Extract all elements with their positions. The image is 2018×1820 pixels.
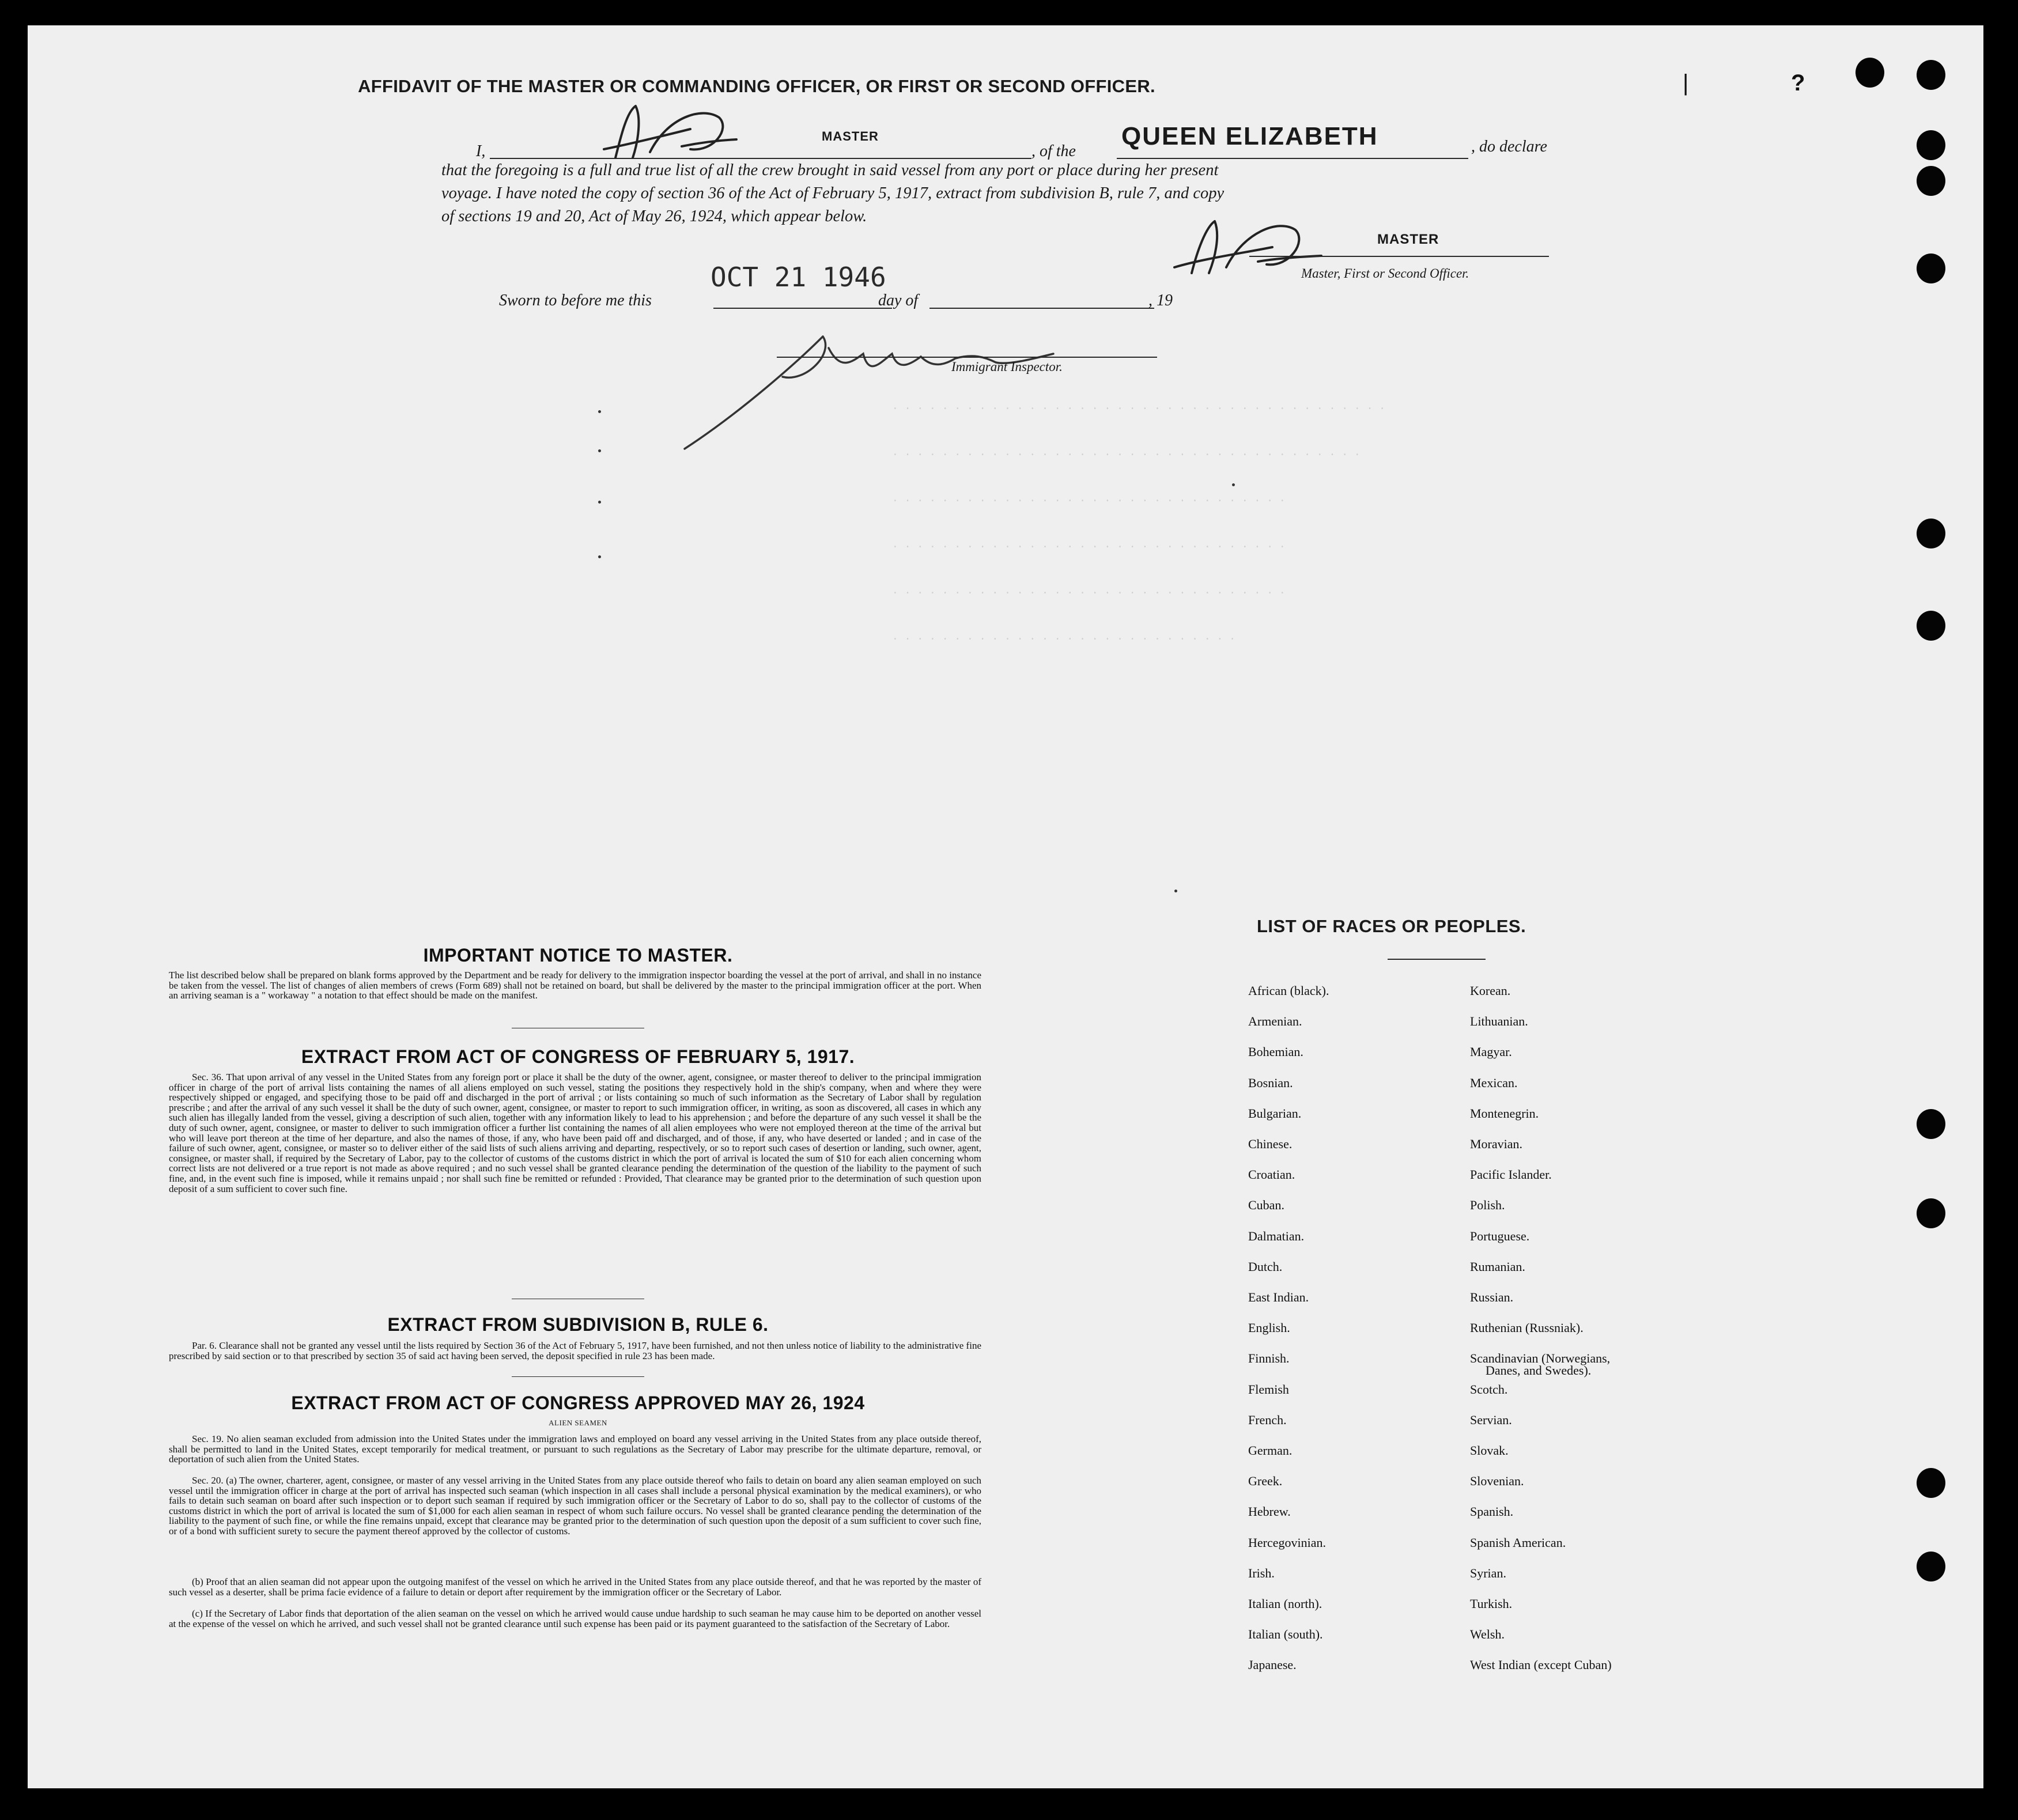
race-item: Spanish. xyxy=(1470,1504,1514,1519)
race-item: Slovak. xyxy=(1470,1443,1509,1458)
race-item: English. xyxy=(1248,1320,1290,1335)
signer-stamp: MASTER xyxy=(1377,232,1439,247)
bleed-through-text: · · · · · · · · · · · · · · · · · · · · · · · · · · · · xyxy=(892,633,1236,645)
section-divider xyxy=(512,1376,644,1377)
race-item: Croatian. xyxy=(1248,1167,1295,1182)
alien-seamen-subheading: ALIEN SEAMEN xyxy=(549,1418,607,1427)
race-item: German. xyxy=(1248,1443,1293,1458)
race-item: Polish. xyxy=(1470,1198,1505,1213)
race-item: Cuban. xyxy=(1248,1198,1284,1213)
act-1917-heading: EXTRACT FROM ACT OF CONGRESS OF FEBRUARY 5, 1917. xyxy=(301,1046,855,1067)
race-item: Hercegovinian. xyxy=(1248,1535,1326,1550)
rule-6-text: Par. 6. Clearance shall not be granted any vessel until the lists required by Section 36 of the Act of February 5, 1917, have been furnished, and not then unless notice of liability to the administrative fine prescribed by said section or to that prescribed by section 35 of said act having been served, the deposit specified in rule 23 has been made. xyxy=(169,1340,981,1361)
races-underline xyxy=(1388,959,1486,960)
race-item: Bohemian. xyxy=(1248,1045,1303,1060)
speck xyxy=(598,501,601,504)
affidavit-line-2: that the foregoing is a full and true list of all the crew brought in said vessel from any port or place during her present xyxy=(441,161,1219,179)
i-label: I, xyxy=(476,142,486,160)
act-1924-sec-20a: Sec. 20. (a) The owner, charterer, agent, consignee, or master of any vessel arriving in the United States from any place outside thereof who fails to detain on board any alien seaman employed on such vessel until the immigration officer in charge at the port of arrival has inspected such seaman (which inspection in all cases shall include a personal physical examination by the medical examiners), or who fails to detain such seaman on board after such inspection or to deport such seaman if required by such immigration officer or the Secretary of Labor to do so, shall pay to the collector of customs of the customs district in which the port of arrival is located the sum of $1,000 for each alien seaman in respect of whom such failure occurs. No vessel shall be granted clearance pending the determination of the liability to the payment of such fine, or while the fine remains unpaid, except that clearance may be granted prior to the determination of such question upon the deposit of a sum sufficient to cover such fine, or of a bond with sufficient surety to secure the payment thereof approved by the collector of customs. xyxy=(169,1475,981,1537)
notice-text: The list described below shall be prepared on blank forms approved by the Department and be ready for delivery to the immigration inspector boarding the vessel at the port of arrival, and shall in no instance be taken from the vessel. The list of changes of alien members of crews (Form 689) shall not be retained on board, but shall be delivered by the master to the principal immigration officer at the port. When an arriving seaman is a " workaway " a notation to that effect should be made on the manifest. xyxy=(169,970,981,1001)
act-1924-sec-20c: (c) If the Secretary of Labor finds that deportation of the alien seaman on the vessel on which he arrived would cause undue hardship to such seaman he may cause him to be deported on another vessel at the expense of the vessel on which he arrived, and such vessel shall not be granted clearance until such expense has been paid or its payment guaranteed to the satisfaction of the Secretary of Labor. xyxy=(169,1608,981,1629)
binder-hole xyxy=(1917,60,1945,90)
inspector-blank-line xyxy=(777,357,1157,358)
race-item: Servian. xyxy=(1470,1412,1512,1427)
bleed-through-text: · · · · · · · · · · · · · · · · · · · · · · · · · · · · · · · · xyxy=(892,587,1286,599)
race-item: Italian (south). xyxy=(1248,1627,1323,1642)
speck xyxy=(598,410,601,413)
vessel-blank-line xyxy=(1117,158,1468,159)
binder-hole xyxy=(1917,1468,1945,1498)
year-label: , 19 xyxy=(1148,292,1173,309)
race-item: French. xyxy=(1248,1412,1287,1427)
race-item: Armenian. xyxy=(1248,1014,1302,1029)
race-item: East Indian. xyxy=(1248,1290,1309,1304)
race-item: Spanish American. xyxy=(1470,1535,1566,1550)
document-page xyxy=(28,25,1983,1788)
binder-hole xyxy=(1917,611,1945,641)
race-item: Syrian. xyxy=(1470,1565,1506,1580)
signer-blank-line xyxy=(1249,256,1549,257)
race-item: Moravian. xyxy=(1470,1137,1523,1151)
binder-hole xyxy=(1855,58,1884,88)
race-item: Chinese. xyxy=(1248,1137,1293,1151)
rank-stamp: MASTER xyxy=(822,129,879,143)
race-item: Hebrew. xyxy=(1248,1504,1291,1519)
race-item: Ruthenian (Russniak). xyxy=(1470,1320,1584,1335)
bleed-through-text: · · · · · · · · · · · · · · · · · · · · · · · · · · · · · · · · xyxy=(892,541,1286,553)
race-item: Flemish xyxy=(1248,1382,1289,1397)
bleed-through-text: · · · · · · · · · · · · · · · · · · · · · · · · · · · · · · · · · · · · · · xyxy=(892,449,1361,461)
signer-caption: Master, First or Second Officer. xyxy=(1301,266,1469,281)
act-1924-sec-19: Sec. 19. No alien seaman excluded from admission into the United States under the immigration laws and employed on board any vessel arriving in the United States from any place outside thereof, shall be permitted to land in the United States, except temporarily for medical treatment, or pursuant to such regulations as the Secretary of Labor may prescribe for the ultimate departure, removal, or deportation of such alien from the United States. xyxy=(169,1433,981,1465)
of-the-label: , of the xyxy=(1031,142,1076,160)
speck xyxy=(1232,483,1235,486)
do-declare-label: , do declare xyxy=(1471,138,1547,156)
race-item: Bulgarian. xyxy=(1248,1106,1302,1121)
race-item: Finnish. xyxy=(1248,1351,1290,1366)
bleed-through-text: · · · · · · · · · · · · · · · · · · · · · · · · · · · · · · · · xyxy=(892,495,1286,507)
race-item: Lithuanian. xyxy=(1470,1014,1528,1029)
affidavit-title: AFFIDAVIT OF THE MASTER OR COMMANDING OFFICER, OR FIRST OR SECOND OFFICER. xyxy=(358,76,1155,96)
binder-hole xyxy=(1917,1198,1945,1228)
race-item: Magyar. xyxy=(1470,1045,1512,1060)
race-item: Greek. xyxy=(1248,1474,1283,1489)
speck xyxy=(1174,890,1177,892)
speck xyxy=(598,449,601,452)
race-item: Montenegrin. xyxy=(1470,1106,1539,1121)
act-1924-heading: EXTRACT FROM ACT OF CONGRESS APPROVED MAY 26, 1924 xyxy=(291,1393,865,1413)
race-item: Slovenian. xyxy=(1470,1474,1524,1489)
edge-mark: ? xyxy=(1791,70,1805,96)
race-item: Turkish. xyxy=(1470,1596,1513,1611)
race-item: Dutch. xyxy=(1248,1259,1283,1274)
inspector-caption: Immigrant Inspector. xyxy=(951,360,1063,374)
race-item: Irish. xyxy=(1248,1565,1275,1580)
race-item: Russian. xyxy=(1470,1290,1514,1304)
binder-hole xyxy=(1917,130,1945,160)
vessel-name: QUEEN ELIZABETH xyxy=(1121,122,1378,150)
rule-6-heading: EXTRACT FROM SUBDIVISION B, RULE 6. xyxy=(387,1314,769,1335)
binder-hole xyxy=(1917,519,1945,548)
race-item: Dalmatian. xyxy=(1248,1228,1305,1243)
speck xyxy=(598,555,601,558)
affidavit-line-3: voyage. I have noted the copy of section 36 of the Act of February 5, 1917, extract from subdivision B, rule 7, and copy xyxy=(441,184,1225,202)
races-heading: LIST OF RACES OR PEOPLES. xyxy=(1257,916,1526,936)
sworn-day-line xyxy=(713,308,892,309)
race-item: African (black). xyxy=(1248,983,1329,998)
race-item: Mexican. xyxy=(1470,1075,1518,1090)
race-item: Bosnian. xyxy=(1248,1075,1293,1090)
date-stamp: OCT 21 1946 xyxy=(711,262,886,293)
race-item: Danes, and Swedes). xyxy=(1486,1363,1592,1378)
race-item: Rumanian. xyxy=(1470,1259,1525,1274)
sworn-month-line xyxy=(929,308,1154,309)
binder-hole xyxy=(1917,1109,1945,1139)
day-of-label: day of xyxy=(878,292,919,309)
binder-hole xyxy=(1917,1552,1945,1581)
edge-mark: | xyxy=(1683,70,1689,96)
race-item: Scandinavian (Norwegians, xyxy=(1470,1351,1611,1366)
act-1924-sec-20b: (b) Proof that an alien seaman did not appear upon the outgoing manifest of the vessel on which he arrived in the United States from any place outside thereof, and that he was reported by the master of such vessel as a deserter, shall be prima facie evidence of a failure to detain or deport after requirement by the immigration officer or the Secretary of Labor. xyxy=(169,1576,981,1598)
bleed-through-text: · · · · · · · · · · · · · · · · · · · · · · · · · · · · · · · · · · · · · · · · xyxy=(892,403,1386,415)
race-item: Scotch. xyxy=(1470,1382,1508,1397)
sworn-label: Sworn to before me this xyxy=(499,292,652,309)
inspector-signature xyxy=(650,313,1076,457)
race-item: West Indian (except Cuban) xyxy=(1470,1658,1612,1673)
affidavit-line-4: of sections 19 and 20, Act of May 26, 1924, which appear below. xyxy=(441,207,867,225)
binder-hole xyxy=(1917,253,1945,283)
race-item: Portuguese. xyxy=(1470,1228,1530,1243)
master-signature xyxy=(581,94,771,167)
race-item: Korean. xyxy=(1470,983,1511,998)
binder-hole xyxy=(1917,166,1945,196)
race-item: Japanese. xyxy=(1248,1658,1297,1673)
act-1917-text: Sec. 36. That upon arrival of any vessel in the United States from any foreign port or place it shall be the duty of the owner, agent, consignee, or master thereof to deliver to the principal immigration officer in charge of the port of arrival lists containing the names of all aliens employed on such vessel, stating the positions they respectively hold in the ship's company, when and where they were respectively shipped or engaged, and specifying those to be paid off and discharged in the port of arrival ; or lists containing so much of such information as the Secretary of Labor shall by regulation prescribe ; and after the arrival of any such vessel it shall be the duty of such owner, agent, consignee, or master to report to such immigration officer, in writing, as soon as discovered, all cases in which any such alien has illegally landed from the vessel, giving a description of such alien, together with any information likely to lead to his apprehension ; and before the departure of any such vessel it shall be the duty of such owner, agent, consignee, or master to deliver to such immigration officer a further list containing the names of all alien employees who were not employed thereon at the time of the arrival but who will leave port thereon at the time of her departure, and also the names of those, if any, who have been paid off and discharged, and of those, if any, who have deserted or landed ; and in case of the failure of such owner, agent, consignee, or master so to deliver either of the said lists of such aliens arriving and departing, respectively, or so to report such cases of desertion or landing, such owner, agent, consignee, or master shall, if required by the Secretary of Labor, pay to the collector of customs of the customs district in which the port of arrival is located the sum of $10 for each alien concerning whom correct lists are not delivered or a true report is not made as above required ; and no such vessel shall be granted clearance pending the determination of the question of the liability to the payment of such fine, and, in the event such fine is imposed, while it remains unpaid ; nor shall such fine be remitted or refunded : Provided, That clearance may be granted prior to the determination of such question upon deposit of a sum sufficient to cover such fine. xyxy=(169,1072,981,1194)
race-item: Pacific Islander. xyxy=(1470,1167,1552,1182)
notice-heading: IMPORTANT NOTICE TO MASTER. xyxy=(423,945,733,966)
race-item: Italian (north). xyxy=(1248,1596,1322,1611)
race-item: Welsh. xyxy=(1470,1627,1505,1642)
